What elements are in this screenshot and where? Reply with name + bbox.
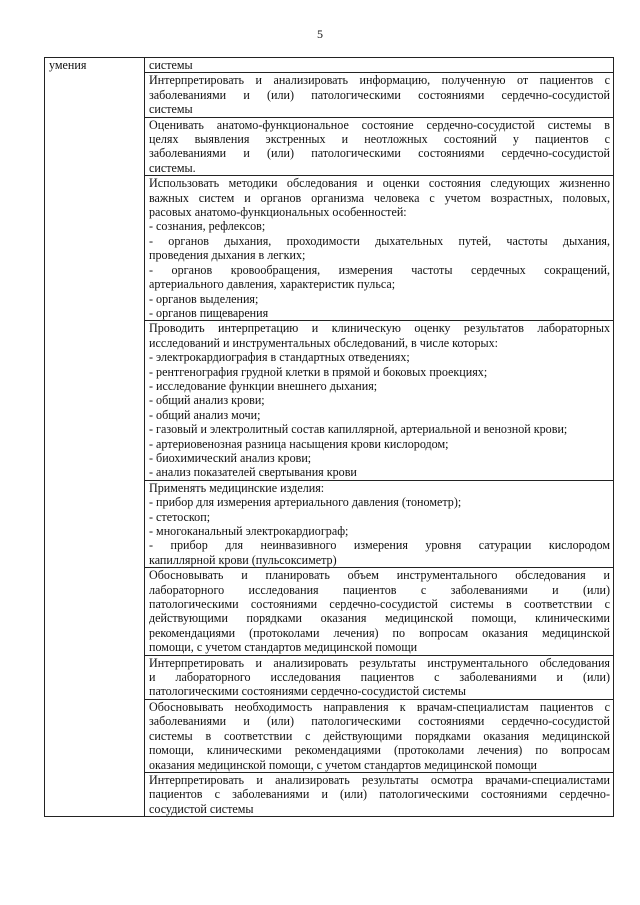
skill-cell [145, 568, 614, 655]
cell-text-line: - стетоскоп; [149, 509, 211, 524]
cell-text-line: оказания медицинской помощи, с учетом стандартов медицинской помощи [149, 757, 537, 772]
cell-text-line: системы в соответствии с действующими порядками оказания медицинской [149, 728, 610, 743]
cell-text-line: - органов пищеварения [149, 305, 269, 320]
cell-text-line: системы [149, 58, 193, 72]
cell-text-line: заболеваниями и (или) патологическими состояниями сердечно-сосудистой [149, 714, 610, 729]
cell-text-line: - общий анализ крови; [149, 393, 265, 408]
table-row [45, 58, 614, 73]
cell-text-line: Обосновывать необходимость направления к врачам-специалистам пациентов с [149, 699, 610, 714]
cell-text-line: важных систем и органов организма человека с учетом возрастных, половых, [149, 190, 610, 205]
cell-text-line: системы [149, 102, 193, 117]
skill-cell [145, 58, 614, 73]
cell-text-line: заболеваниями и (или) патологическими состояниями сердечно-сосудистой [149, 146, 610, 161]
cell-text-line: системы. [149, 160, 196, 175]
cell-text-line: - многоканальный электрокардиограф; [149, 524, 349, 538]
cell-text-line: Интерпретировать и анализировать результаты осмотра врачами-специалистами [149, 772, 610, 787]
skill-cell [145, 699, 614, 772]
cell-text-line: - артериовенозная разница насыщения крови кислородом; [149, 436, 449, 451]
row-label-skills: умения [45, 58, 145, 817]
skill-cell [145, 117, 614, 176]
cell-text-line: пациентов с заболеваниями и (или) патологическими состояниями сердечно- [149, 787, 610, 802]
cell-text-line: действующими порядками оказания медицинской помощи, клиническими [149, 611, 610, 626]
cell-text-line: помощи, с учетом стандартов медицинской помощи [149, 640, 418, 655]
cell-text-line: - исследование функции внешнего дыхания; [149, 378, 378, 393]
cell-text-line: Использовать методики обследования и оценки состояния следующих жизненно [149, 176, 610, 191]
page-number: 5 [317, 27, 323, 41]
cell-text-line: Обосновывать и планировать объем инструментального обследования и [149, 568, 610, 583]
cell-text-line: Интерпретировать и анализировать информацию, полученную от пациентов с [149, 73, 610, 88]
cell-text-line: лабораторного исследования пациентов с заболеваниями и (или) [149, 582, 610, 597]
cell-text-line: целях выявления экстренных и неотложных состояний у пациентов с [149, 132, 610, 147]
cell-text-line: Проводить интерпретацию и клиническую оценку результатов лабораторных [149, 321, 610, 336]
skill-cell [145, 176, 614, 321]
skills-table [44, 57, 614, 817]
cell-text-line: - прибор для измерения артериального давления (тонометр); [149, 495, 462, 510]
cell-text-line: - органов выделения; [149, 291, 259, 306]
cell-text-line: - рентгенография грудной клетки в прямой и боковых проекциях; [149, 364, 488, 379]
skill-cell [145, 321, 614, 480]
cell-text-line: проведения дыхания в легких; [149, 248, 306, 263]
cell-text-line: - органов дыхания, проходимости дыхательных путей, частоты дыхания, [149, 233, 610, 248]
cell-text-line: расовых анатомо-функциональных особенностей: [149, 205, 407, 220]
cell-text-line: Применять медицинские изделия: [149, 480, 325, 495]
cell-text-line: сосудистой системы [149, 801, 254, 816]
cell-text-line: - общий анализ мочи; [149, 407, 261, 422]
cell-text-line: помощи, клиническими рекомендациями (протоколами лечения) по вопросам [149, 743, 610, 758]
cell-text-line: исследований и инструментальных обследований, в числе которых: [149, 335, 499, 350]
cell-text-line: заболеваниями и (или) патологическими состояниями сердечно-сосудистой [149, 87, 610, 102]
cell-text-line: - прибор для неинвазивного измерения уровня сатурации кислородом [149, 538, 610, 553]
cell-text-line: патологическими состояниями сердечно-сосудистой системы [149, 684, 467, 699]
cell-text-line: - биохимический анализ крови; [149, 450, 312, 465]
skill-cell [145, 73, 614, 117]
cell-text-line: - электрокардиография в стандартных отведениях; [149, 350, 410, 365]
cell-text-line: - сознания, рефлексов; [149, 219, 266, 234]
cell-text-line: артериального давления, характеристик пульса; [149, 277, 396, 292]
cell-text-line: Интерпретировать и анализировать результаты инструментального обследования [149, 655, 610, 670]
cell-text-line: - анализ показателей свертывания крови [149, 465, 357, 480]
cell-text-line: патологическими состояниями сердечно-сосудистой системы в соответствии с [149, 597, 610, 612]
skill-cell [145, 772, 614, 816]
cell-text-line: - газовый и электролитный состав капиллярной, артериальной и венозной крови; [149, 422, 568, 437]
skill-cell [145, 655, 614, 699]
cell-text-line: капиллярной крови (пульсоксиметр) [149, 552, 337, 567]
cell-text-line: рекомендациями (протоколами лечения) по вопросам оказания медицинской [149, 625, 610, 640]
skills-table-body [45, 58, 614, 817]
cell-text-line: Оценивать анатомо-функциональное состояние сердечно-сосудистой системы в [149, 117, 610, 132]
cell-text-line: и лабораторного исследования пациентов с заболеваниями и (или) [149, 670, 610, 685]
skill-cell [145, 480, 614, 567]
cell-text-line: - органов кровообращения, измерения частоты сердечных сокращений, [149, 262, 610, 277]
